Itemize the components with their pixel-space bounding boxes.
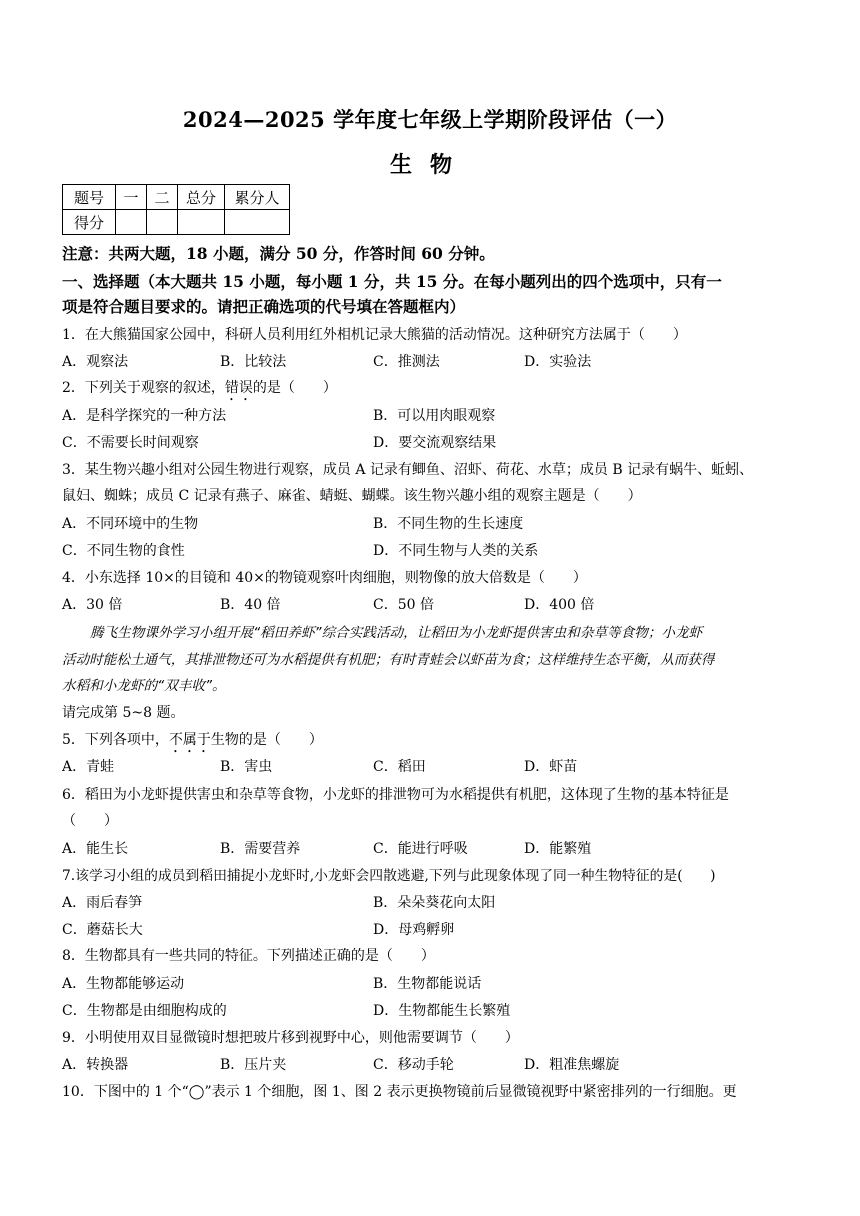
q7-option-c: C．蘑菇长大 [62,922,143,938]
q5-emphasis: 不属于 [168,732,211,748]
q2-option-b: B．可以用肉眼观察 [373,408,496,424]
q2-option-d: D．要交流观察结果 [373,435,497,451]
q5-option-d: D．虾苗 [524,759,578,775]
q8-option-a: A．生物都能够运动 [62,976,185,992]
score-table-score-row [63,210,290,235]
q7-option-d: D．母鸡孵卵 [373,922,455,938]
q1-option-c: C．推测法 [373,354,440,370]
section1-heading-line2: 项是符合题目要求的。请把正确选项的代号填在答题框内） [62,297,466,316]
q3-option-a: A．不同环境中的生物 [62,516,199,532]
score-header-cell: 题号 [63,185,116,210]
q2-stem-text: 2．下列关于观察的叙述， [62,380,225,396]
q5-option-c: C．稻田 [373,759,426,775]
q5-stem [62,730,323,756]
q4-stem: 4．小东选择 10×的目镜和 40×的物镜观察叶肉细胞，则物像的放大倍数是（ ） [62,570,587,586]
q2-emphasis: 错误 [224,380,253,396]
q4-option-d: D．400 倍 [524,597,595,613]
score-cell-blank[interactable] [147,210,178,235]
q2-option-c: C．不需要长时间观察 [62,435,199,451]
q9-stem: 9．小明使用双目显微镜时想把玻片移到视野中心，则他需要调节（ ） [62,1030,519,1046]
q7-option-a: A．雨后春笋 [62,895,143,911]
score-row-label: 得分 [63,210,116,235]
q5-stem-end: 生物的是（ ） [210,732,323,748]
q8-stem: 8．生物都具有一些共同的特征。下列描述正确的是（ ） [62,948,435,964]
score-table [62,184,290,235]
q7-stem: 7.该学习小组的成员到稻田捕捉小龙虾时,小龙虾会四散逃避,下列与此现象体现了同一种生物特征的是( ) [62,868,716,884]
q9-option-b: B．压片夹 [220,1057,287,1073]
q6-stem-line1: 6．稻田为小龙虾提供害虫和杂草等食物，小龙虾的排泄物可为水稻提供有机肥，这体现了生物的基本特征是 [62,787,729,803]
q5-option-a: A．青蛙 [62,759,115,775]
score-header-cell: 总分 [178,185,225,210]
passage-line3: 水稻和小龙虾的“双丰收”。 [62,678,226,694]
q1-option-d: D．实验法 [524,354,592,370]
subject-title [0,148,860,179]
q3-stem-line2: 鼠妇、蜘蛛；成员 C 记录有燕子、麻雀、蜻蜓、蝴蝶。该生物兴趣小组的观察主题是（ ） [62,488,642,504]
q1-option-b: B．比较法 [220,354,287,370]
q8-option-b: B．生物都能说话 [373,976,482,992]
score-header-cell: 累分人 [225,185,290,210]
q3-option-d: D．不同生物与人类的关系 [373,543,539,559]
passage-line2: 活动时能松土通气，其排泄物还可为水稻提供有机肥；有时青蛙会以虾苗为食；这样维持生态平衡，从而获得 [62,652,715,668]
q4-option-a: A．30 倍 [62,597,123,613]
q6-stem-line2: （ ） [62,813,118,829]
section1-heading-line1: 一、选择题（本大题共 15 小题，每小题 1 分，共 15 分。在每小题列出的四个选项中，只有一 [62,272,722,291]
score-cell-blank[interactable] [225,210,290,235]
q7-option-b: B．朵朵葵花向太阳 [373,895,496,911]
score-header-cell: 一 [116,185,147,210]
score-cell-blank[interactable] [178,210,225,235]
passage-line1: 腾飞生物课外学习小组开展“稻田养虾”综合实践活动，让稻田为小龙虾提供害虫和杂草等食物；小龙虾 [90,625,703,641]
q6-option-d: D．能繁殖 [524,841,592,857]
q9-option-d: D．粗准焦螺旋 [524,1057,620,1073]
q2-stem [62,378,337,404]
q3-option-b: B．不同生物的生长速度 [373,516,524,532]
q5-stem-text: 5．下列各项中， [62,732,169,748]
q6-option-b: B．需要营养 [220,841,301,857]
passage-prompt: 请完成第 5~8 题。 [62,705,185,721]
q1-option-a: A．观察法 [62,354,129,370]
q8-option-c: C．生物都是由细胞构成的 [62,1003,227,1019]
exam-title: 2024—2025 学年度七年级上学期阶段评估（一） [182,107,678,132]
q9-option-c: C．移动手轮 [373,1057,454,1073]
score-header-cell: 二 [147,185,178,210]
q5-option-b: B．害虫 [220,759,273,775]
q3-option-c: C．不同生物的食性 [62,543,185,559]
notice: 注意：共两大题，18 小题，满分 50 分，作答时间 60 分钟。 [62,244,495,263]
q10-stem: 10．下图中的 1 个“◯”表示 1 个细胞，图 1、图 2 表示更换物镜前后显微镜视野中紧密排列的一行细胞。更 [62,1084,737,1100]
q4-option-c: C．50 倍 [373,597,434,613]
q1-stem: 1．在大熊猫国家公园中，科研人员利用红外相机记录大熊猫的活动情况。这种研究方法属于（ ） [62,327,687,343]
q8-option-d: D．生物都能生长繁殖 [373,1003,511,1019]
q6-option-a: A．能生长 [62,841,129,857]
q9-option-a: A．转换器 [62,1057,129,1073]
score-table-header-row [63,185,290,210]
subject-text: 生物 [389,152,470,178]
q2-option-a: A．是科学探究的一种方法 [62,408,227,424]
q2-stem-end: 的是（ ） [252,380,337,396]
q4-option-b: B．40 倍 [220,597,281,613]
q6-option-c: C．能进行呼吸 [373,841,468,857]
q3-stem-line1: 3．某生物兴趣小组对公园生物进行观察，成员 A 记录有鲫鱼、沼虾、荷花、水草；成员 B 记录有蜗牛、蚯蚓、 [62,462,754,478]
score-cell-blank[interactable] [116,210,147,235]
